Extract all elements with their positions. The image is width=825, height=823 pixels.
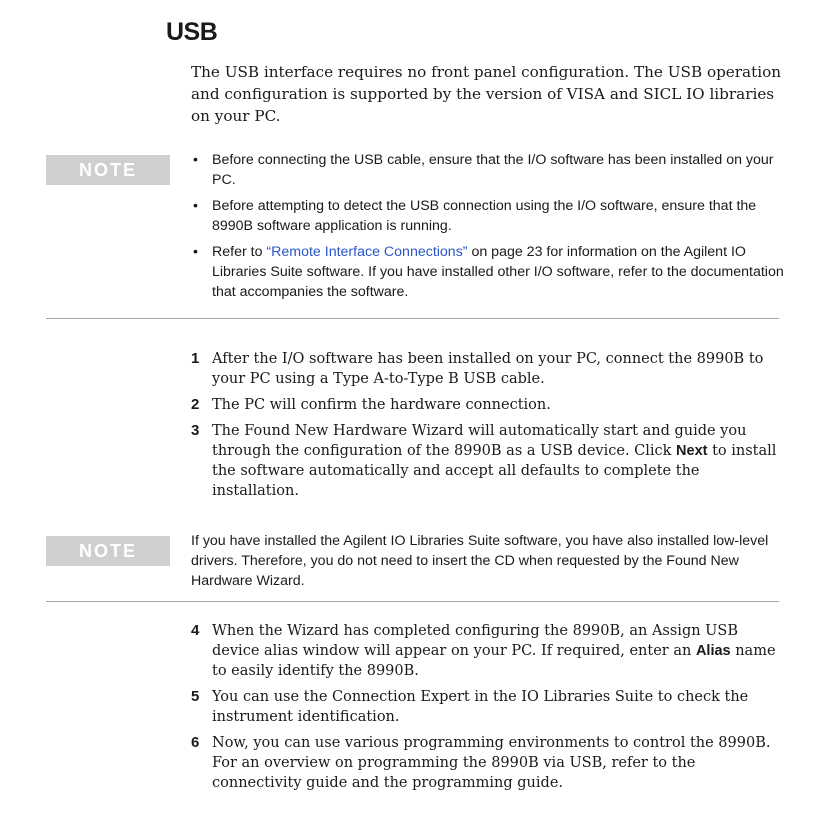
step-text-post: name to easily identify the 8990B. [212,643,776,679]
step-item [191,395,787,415]
note-item [191,150,787,190]
note-badge: NOTE [46,536,170,566]
remote-interface-connections-link[interactable]: “Remote Interface Connections” [266,244,468,260]
step-number: 3 [191,422,200,439]
section-heading: USB [166,18,218,46]
step-text-pre: When the Wizard has completed configuring the 8990B, an Assign USB device alias window will appear on your PC. If required, enter an [212,623,738,659]
next-label: Next [676,443,708,459]
divider [46,601,779,602]
step-item [191,349,787,389]
bullet-icon: • [193,152,198,168]
step-text: The PC will confirm the hardware connection. [212,397,551,413]
steps-list [191,349,787,507]
step-text-post: to install the software automatically and accept all defaults to complete the installation. [212,443,777,499]
step-text-pre: The Found New Hardware Wizard will automatically start and guide you through the configuration of the 8990B as a USB device. Click [212,423,747,459]
step-number: 1 [191,350,200,367]
step-text: Now, you can use various programming environments to control the 8990B. For an overview on programming the 8990B via USB, refer to the connectivity guide and the programming guide. [212,735,771,791]
note-item-text: Before attempting to detect the USB connection using the I/O software, ensure that the 8990B software application is running. [212,198,757,234]
step-item [191,733,787,793]
note-item [191,196,787,236]
step-number: 2 [191,396,200,413]
step-text: After the I/O software has been installed on your PC, connect the 8990B to your PC using a Type A-to-Type B USB cable. [212,351,764,387]
bullet-icon: • [193,198,198,214]
step-number: 6 [191,734,200,751]
note-badge: NOTE [46,155,170,185]
note-item [191,242,787,302]
note-paragraph: If you have installed the Agilent IO Libraries Suite software, you have also installed low-level drivers. Therefore, you do not need to insert the CD when requested by the Found New Hardware Wizard. [191,533,769,589]
step-text: You can use the Connection Expert in the IO Libraries Suite to check the instrument identification. [212,689,749,725]
note-list [191,150,787,308]
note-item-text: Before connecting the USB cable, ensure that the I/O software has been installed on your PC. [212,152,774,188]
step-item [191,621,787,681]
step-number: 4 [191,622,200,639]
alias-label: Alias [695,643,731,659]
steps-list [191,621,787,799]
note-item-post: on page 23 for information on the Agilent IO Libraries Suite software. If you have installed other I/O software, refer to the documentation that accompanies the software. [212,244,784,300]
bullet-icon: • [193,244,198,260]
step-item [191,421,787,501]
divider [46,318,779,319]
note-item-pre: Refer to [212,244,267,260]
step-item [191,687,787,727]
intro-paragraph: The USB interface requires no front panel configuration. The USB operation and configuration is supported by the version of VISA and SICL IO libraries on your PC. [191,63,781,125]
step-number: 5 [191,688,200,705]
